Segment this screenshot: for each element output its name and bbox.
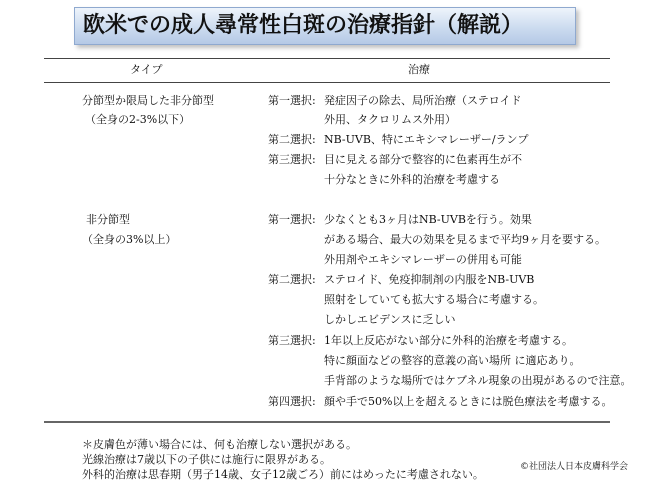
row2-first-choice-label: 第一選択: [268,213,316,226]
row1-first-choice-line1: 発症因子の除去、局所治療（ステロイド [324,94,522,107]
row2-first-choice-line3: 外用剤やエキシマレーザーの併用も可能 [324,253,522,266]
row1-first-choice-label: 第一選択: [268,94,316,107]
row2-second-choice-line3: しかしエビデンスに乏しい [324,313,456,326]
footnote-3: 外科的治療は思春期（男子14歳、女子12歳ごろ）前にはめったに考慮されない。 [82,468,484,481]
page-title: 欧米での成人尋常性白斑の治療指針（解説） [83,13,524,38]
row2-third-choice-line2: 特に顔面などの整容的意義の高い場所 に適応あり。 [324,354,581,367]
row2-third-choice-line1: 1年以上反応がない部分に外科的治療を考慮する。 [324,334,573,347]
type-row2-name: 非分節型 [86,213,130,226]
row2-second-choice-label: 第二選択: [268,273,316,286]
table-header-rule [44,82,610,83]
title-banner [74,7,576,45]
row2-second-choice-line1: ステロイド、免疫抑制剤の内服をNB-UVB [324,273,535,286]
row2-third-choice-label: 第三選択: [268,334,316,347]
row1-first-choice-line2: 外用、タクロリムス外用） [324,113,456,126]
row2-first-choice-line2: がある場合、最大の効果を見るまで平均9ヶ月を要する。 [324,233,606,246]
row2-third-choice-line3: 手背部のような場所ではケブネル現象の出現があるので注意。 [324,374,632,387]
type-row1-name: 分節型か限局した非分節型 [82,94,214,107]
row2-fourth-choice-line1: 顔や手で50%以上を超えるときには脱色療法を考慮する。 [324,395,613,408]
row1-third-choice-line2: 十分なときに外科的治療を考慮する [324,173,500,186]
row1-second-choice-line1: NB-UVB、特にエキシマレーザー/ランプ [324,133,529,146]
row1-second-choice-label: 第二選択: [268,133,316,146]
row1-third-choice-label: 第三選択: [268,153,316,166]
table-bottom-rule [44,421,610,423]
column-header-type: タイプ [130,63,163,76]
row2-second-choice-line2: 照射をしていても拡大する場合に考慮する。 [324,293,544,306]
footnote-2: 光線治療は7歳以下の子供には施行に限界がある。 [82,453,331,466]
footnote-1: ＊皮膚色が薄い場合には、何も治療しない選択がある。 [82,438,357,451]
type-row1-extent: （全身の2-3%以下） [85,113,191,126]
row1-third-choice-line1: 目に見える部分で整容的に色素再生が不 [324,153,522,166]
copyright-notice: ©社団法人日本皮膚科学会 [520,462,629,472]
row2-fourth-choice-label: 第四選択: [268,395,316,408]
column-header-treatment: 治療 [408,63,430,76]
row2-first-choice-line1: 少なくとも3ヶ月はNB-UVBを行う。効果 [324,213,532,226]
type-row2-extent: （全身の3%以上） [82,233,177,246]
table-top-rule [44,58,610,59]
